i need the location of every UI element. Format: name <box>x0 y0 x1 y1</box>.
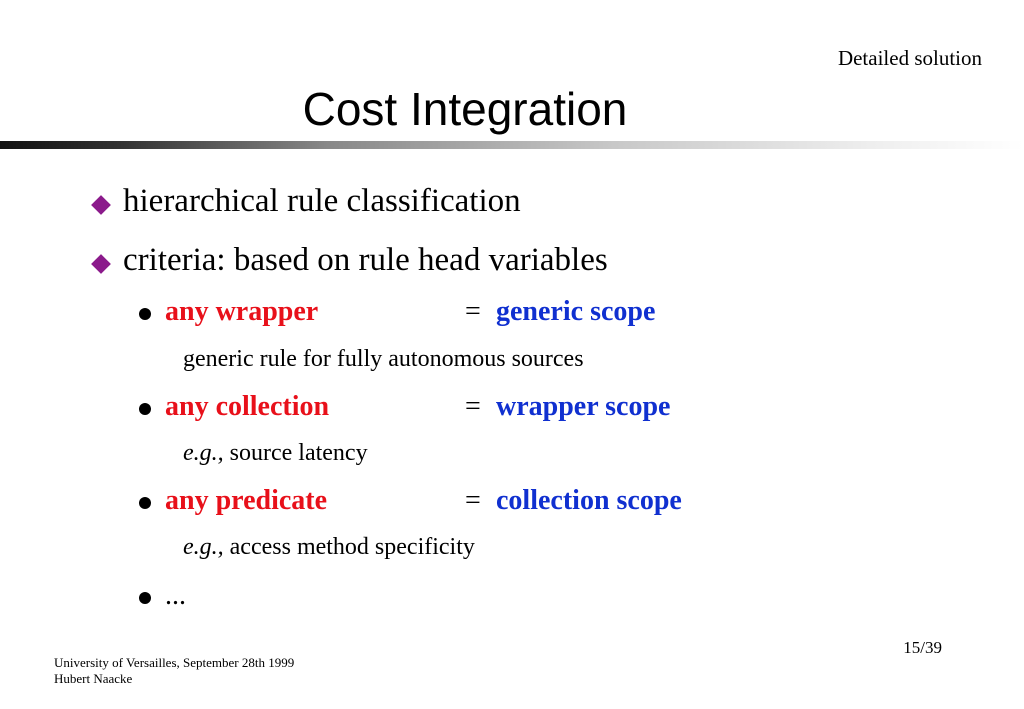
note-prefix: e.g., <box>183 534 224 560</box>
footer-author: Hubert Naacke <box>54 671 133 686</box>
rule-term: any wrapper <box>165 296 319 327</box>
dot-bullet-icon <box>139 592 151 604</box>
dot-bullet-icon <box>139 403 151 415</box>
equals-sign: = <box>465 485 481 516</box>
slide-title: Cost Integration <box>302 83 628 135</box>
rule-note <box>183 346 584 373</box>
equals-sign: = <box>465 391 481 422</box>
note-text: generic rule for fully autonomous sources <box>183 346 584 372</box>
dot-bullet-icon <box>139 308 151 320</box>
rule-scope: collection scope <box>496 485 682 516</box>
rule-note <box>183 440 368 467</box>
dot-bullet-icon <box>139 497 151 509</box>
note-text: source latency <box>229 440 368 466</box>
page-number: 15/39 <box>903 638 942 657</box>
bullet-text: hierarchical rule classification <box>123 183 521 219</box>
rule-scope: generic scope <box>496 296 656 327</box>
rule-term: any collection <box>165 391 330 422</box>
equals-sign: = <box>465 296 481 327</box>
footer-affiliation: University of Versailles, September 28th 1999 <box>54 655 295 670</box>
diamond-bullet-icon <box>91 254 111 274</box>
ellipsis-text: ... <box>165 580 186 611</box>
bullet-text: criteria: based on rule head variables <box>123 242 608 278</box>
rule-term: any predicate <box>165 485 328 516</box>
header-note: Detailed solution <box>837 46 982 70</box>
title-divider <box>0 141 1024 149</box>
rule-note <box>183 534 475 561</box>
note-text: access method specificity <box>229 534 475 560</box>
rule-scope: wrapper scope <box>496 391 671 422</box>
diamond-bullet-icon <box>91 195 111 215</box>
note-prefix: e.g., <box>183 440 224 466</box>
